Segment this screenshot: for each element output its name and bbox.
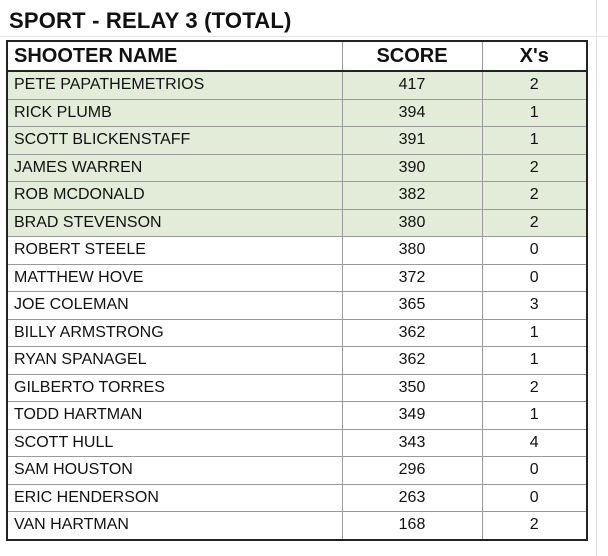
- xs-cell[interactable]: 1: [482, 127, 587, 155]
- xs-cell[interactable]: 0: [482, 237, 587, 265]
- shooter-name-cell[interactable]: VAN HARTMAN: [7, 512, 342, 540]
- table-row: [7, 237, 587, 265]
- shooter-name-cell[interactable]: SAM HOUSTON: [7, 457, 342, 485]
- header-row: [7, 41, 587, 71]
- table-row: [7, 347, 587, 375]
- table-row: [7, 182, 587, 210]
- xs-cell[interactable]: 4: [482, 429, 587, 457]
- shooter-name-cell[interactable]: RICK PLUMB: [7, 99, 342, 127]
- table-row: [7, 374, 587, 402]
- score-cell[interactable]: 168: [342, 512, 482, 540]
- column-header-shooter-name[interactable]: SHOOTER NAME: [7, 41, 342, 71]
- table-row: [7, 209, 587, 237]
- xs-cell[interactable]: 2: [482, 71, 587, 99]
- table-row: [7, 71, 587, 99]
- shooter-name-cell[interactable]: MATTHEW HOVE: [7, 264, 342, 292]
- xs-cell[interactable]: 0: [482, 457, 587, 485]
- shooter-name-cell[interactable]: BILLY ARMSTRONG: [7, 319, 342, 347]
- shooter-name-cell[interactable]: ROB MCDONALD: [7, 182, 342, 210]
- score-cell[interactable]: 349: [342, 402, 482, 430]
- table-row: [7, 484, 587, 512]
- shooter-name-cell[interactable]: BRAD STEVENSON: [7, 209, 342, 237]
- table-row: [7, 512, 587, 540]
- sheet-gridline: [0, 36, 608, 37]
- xs-cell[interactable]: 0: [482, 484, 587, 512]
- table-row: [7, 429, 587, 457]
- shooter-name-cell[interactable]: JOE COLEMAN: [7, 292, 342, 320]
- column-header-score[interactable]: SCORE: [342, 41, 482, 71]
- score-cell[interactable]: 365: [342, 292, 482, 320]
- table-row: [7, 457, 587, 485]
- score-cell[interactable]: 380: [342, 237, 482, 265]
- shooter-name-cell[interactable]: GILBERTO TORRES: [7, 374, 342, 402]
- score-cell[interactable]: 362: [342, 347, 482, 375]
- score-cell[interactable]: 372: [342, 264, 482, 292]
- results-table: [6, 40, 588, 541]
- xs-cell[interactable]: 0: [482, 264, 587, 292]
- xs-cell[interactable]: 1: [482, 319, 587, 347]
- xs-cell[interactable]: 2: [482, 154, 587, 182]
- score-cell[interactable]: 343: [342, 429, 482, 457]
- xs-cell[interactable]: 2: [482, 512, 587, 540]
- shooter-name-cell[interactable]: ROBERT STEELE: [7, 237, 342, 265]
- table-row: [7, 99, 587, 127]
- shooter-name-cell[interactable]: PETE PAPATHEMETRIOS: [7, 71, 342, 99]
- score-cell[interactable]: 296: [342, 457, 482, 485]
- table-row: [7, 154, 587, 182]
- table-row: [7, 127, 587, 155]
- shooter-name-cell[interactable]: SCOTT HULL: [7, 429, 342, 457]
- xs-cell[interactable]: 1: [482, 347, 587, 375]
- score-cell[interactable]: 391: [342, 127, 482, 155]
- score-cell[interactable]: 390: [342, 154, 482, 182]
- shooter-name-cell[interactable]: RYAN SPANAGEL: [7, 347, 342, 375]
- table-row: [7, 264, 587, 292]
- xs-cell[interactable]: 1: [482, 99, 587, 127]
- table-row: [7, 292, 587, 320]
- score-cell[interactable]: 263: [342, 484, 482, 512]
- shooter-name-cell[interactable]: SCOTT BLICKENSTAFF: [7, 127, 342, 155]
- xs-cell[interactable]: 2: [482, 374, 587, 402]
- sheet-gridline: [596, 0, 597, 556]
- sheet-title: SPORT - RELAY 3 (TOTAL): [9, 8, 292, 33]
- score-cell[interactable]: 394: [342, 99, 482, 127]
- score-cell[interactable]: 380: [342, 209, 482, 237]
- score-cell[interactable]: 350: [342, 374, 482, 402]
- shooter-name-cell[interactable]: JAMES WARREN: [7, 154, 342, 182]
- xs-cell[interactable]: 3: [482, 292, 587, 320]
- score-cell[interactable]: 382: [342, 182, 482, 210]
- score-cell[interactable]: 362: [342, 319, 482, 347]
- table-row: [7, 402, 587, 430]
- column-header-xs[interactable]: X's: [482, 41, 587, 71]
- xs-cell[interactable]: 2: [482, 182, 587, 210]
- xs-cell[interactable]: 1: [482, 402, 587, 430]
- shooter-name-cell[interactable]: TODD HARTMAN: [7, 402, 342, 430]
- score-cell[interactable]: 417: [342, 71, 482, 99]
- shooter-name-cell[interactable]: ERIC HENDERSON: [7, 484, 342, 512]
- table-row: [7, 319, 587, 347]
- xs-cell[interactable]: 2: [482, 209, 587, 237]
